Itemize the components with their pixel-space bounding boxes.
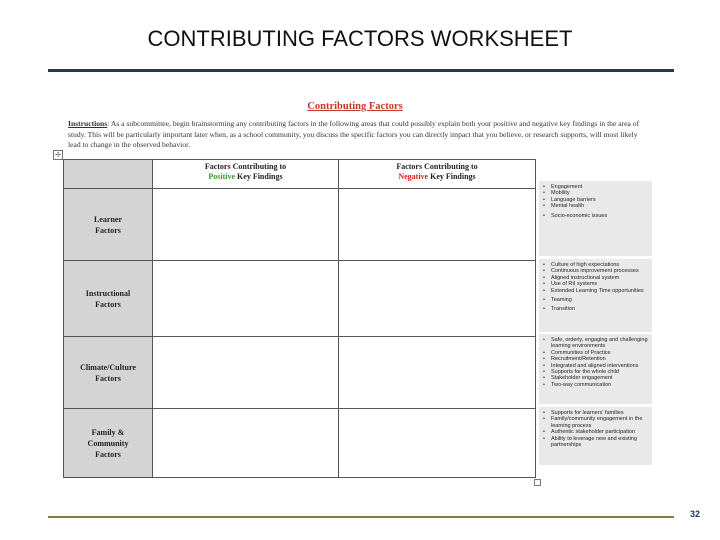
list-item: • Engagement	[543, 184, 650, 190]
list-item: • Language barriers	[543, 197, 650, 203]
learner-negative-cell[interactable]	[339, 189, 536, 261]
row-header-learner	[64, 189, 153, 261]
family-positive-cell[interactable]	[153, 409, 339, 478]
instructions-paragraph	[68, 119, 648, 151]
contributing-factors-table	[63, 159, 536, 478]
learner-factors-list	[539, 181, 652, 256]
column-header-prefix: Factors Contributing to	[396, 162, 478, 171]
instructional-positive-cell[interactable]	[153, 261, 339, 337]
footer-divider	[48, 516, 674, 518]
row-header-line: Factors	[95, 373, 121, 383]
table-row-learner	[64, 189, 536, 261]
list-item: • Mobility	[543, 190, 650, 196]
list-item: • Safe, orderly, engaging and challenging learning environments	[543, 337, 650, 350]
column-header-suffix: Key Findings	[237, 172, 283, 181]
row-header-line: Factors	[95, 449, 121, 459]
row-header-line: Learner	[94, 214, 122, 224]
table-resize-handle[interactable]	[534, 479, 541, 486]
row-header-line: Factors	[95, 225, 121, 235]
table-header-row	[64, 160, 536, 189]
table-corner-cell	[64, 160, 153, 189]
list-item: • Ability to leverage new and existing partnerships	[543, 436, 650, 449]
column-header-suffix: Key Findings	[430, 172, 476, 181]
positive-keyword: Positive	[208, 172, 236, 181]
table-row-climate-culture	[64, 337, 536, 409]
table-row-family-community	[64, 409, 536, 478]
list-item: • Recruitment/Retention	[543, 356, 650, 362]
family-community-factors-list	[539, 407, 652, 465]
list-item: • Family/community engagement in the learning process	[543, 416, 650, 429]
list-item: • Two-way communication	[543, 382, 650, 388]
instructional-negative-cell[interactable]	[339, 261, 536, 337]
row-header-line: Community	[87, 438, 129, 448]
list-item: • Aligned instructional system	[543, 275, 650, 281]
row-header-line: Climate/Culture	[80, 362, 136, 372]
row-header-family-community	[64, 409, 153, 478]
table-move-handle-icon[interactable]: ✢	[53, 150, 63, 160]
slide-title: CONTRIBUTING FACTORS WORKSHEET	[147, 26, 573, 51]
list-item: • Authentic stakeholder participation	[543, 429, 650, 435]
instructional-factors-list	[539, 259, 652, 332]
list-item: • Use of RtI systems	[543, 281, 650, 287]
list-item: • Continuous improvement processes	[543, 268, 650, 274]
climate-positive-cell[interactable]	[153, 337, 339, 409]
page-number: 32	[690, 509, 701, 519]
list-item: • Supports for learners' families	[543, 410, 650, 416]
row-header-line: Instructional	[85, 288, 131, 298]
row-header-line: Factors	[95, 299, 121, 309]
list-item: • Mental health	[543, 203, 650, 209]
instructions-label: Instructions	[68, 119, 108, 128]
list-item: • Extended Learning Time opportunities	[543, 288, 650, 294]
worksheet-heading: Contributing Factors	[307, 101, 403, 112]
title-divider	[48, 69, 674, 72]
row-header-climate-culture	[64, 337, 153, 409]
list-item: • Communities of Practice	[543, 350, 650, 356]
learner-positive-cell[interactable]	[153, 189, 339, 261]
row-header-line: Family &	[91, 427, 125, 437]
column-header-prefix: Factors Contributing to	[204, 162, 287, 171]
list-item: • Transition	[543, 306, 650, 312]
table-row-instructional	[64, 261, 536, 337]
climate-negative-cell[interactable]	[339, 337, 536, 409]
negative-keyword: Negative	[398, 172, 429, 181]
family-negative-cell[interactable]	[339, 409, 536, 478]
instructions-text: : As a subcommittee, begin brainstorming any contributing factors in the following areas that could possibly explain both your positive and negative key findings in the area of study. This will be particularly important later when, as a school community, you discuss the specific factors you can directly impact that you believe, or research supports, will most likely lead to change in the observed behavior.	[68, 119, 640, 149]
climate-culture-factors-list	[539, 334, 652, 404]
list-item: • Socio-economic issues	[543, 213, 650, 219]
column-header-negative	[339, 160, 536, 189]
list-item: • Supports for the whole child	[543, 369, 650, 375]
row-header-instructional	[64, 261, 153, 337]
list-item: • Integrated and aligned interventions	[543, 363, 650, 369]
list-item: • Stakeholder engagement	[543, 375, 650, 381]
list-item: • Culture of high expectations	[543, 262, 650, 268]
list-item: • Teaming	[543, 297, 650, 303]
column-header-positive	[153, 160, 339, 189]
